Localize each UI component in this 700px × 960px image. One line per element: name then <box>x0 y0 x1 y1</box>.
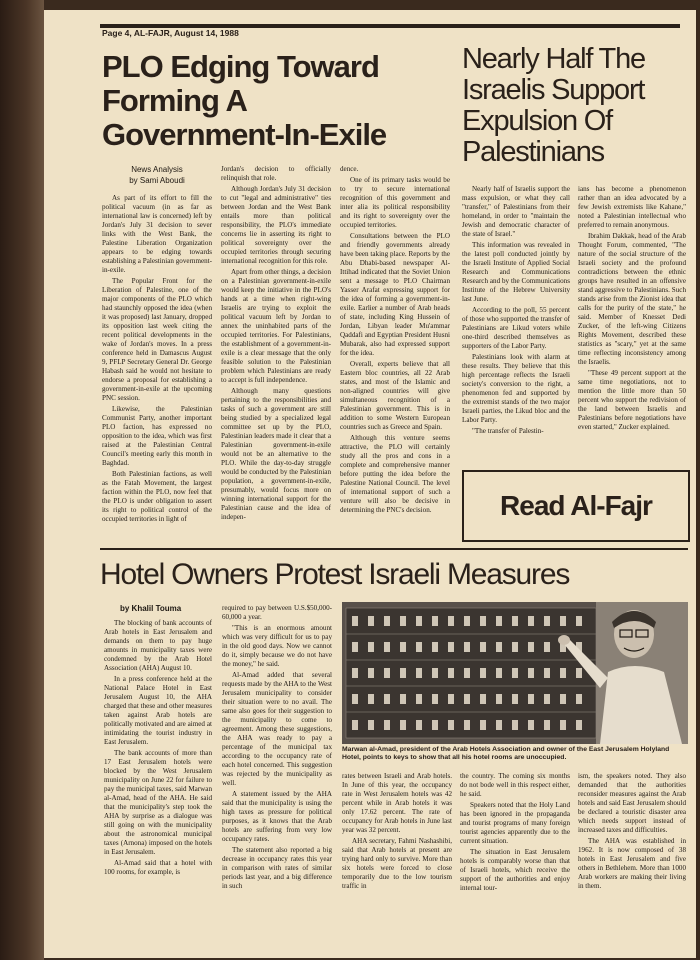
photo-caption: Marwan al-Amad, president of the Arab Hotels Association and owner of the East Jerusalem Holyland Hotel, points to keys to show that all his hotel rooms are unoccupied. <box>342 746 670 761</box>
paragraph: This information was revealed in the latest poll conducted jointly by the Israeli Institute of Applied Social Research and Communications Research and by the Communications Institute of the Hebrew University last June. <box>462 241 570 303</box>
hotel-column-3 <box>342 772 452 893</box>
hotel-column-2 <box>222 604 332 893</box>
plo-column-2 <box>221 165 331 524</box>
plo-column-1 <box>102 165 212 526</box>
paragraph: Jordan's decision to officially relinquish that role. <box>221 165 331 182</box>
paragraph: One of its primary tasks would be to try to secure international recognition of this government and inter alia its political responsibility and its right to sovereignty over the occupied territories. <box>340 176 450 229</box>
paragraph: The bank accounts of more than 17 East Jerusalem hotels were blocked by the West Jerusalem municipality on June 22 for failure to pay the municipal taxes, said Marwan al-Amad, head of the AHA. He said that the municipality's step took the AHA by surprise as a dialogue was still going on with the municipality about the astronomical municipal taxes (Arnona) imposed on the hotels in East Jerusalem. <box>104 749 212 856</box>
paragraph: required to pay between U.S.$50,000-60,000 a year. <box>222 604 332 621</box>
paragraph: Nearly half of Israelis support the mass expulsion, or what they call "transfer," of Palestinians from their homeland, in order to "maintain the Jewish and democratic character of the state of Israel." <box>462 185 570 238</box>
photo-illustration <box>342 602 688 744</box>
paragraph: Al-Amad added that several requests made by the AHA to the West Jerusalem municipality to consider their situation were to no avail. The same also goes for their suggestion to the municipality to come to agreement. Among these suggestions, the AHA was ready to pay a percentage of the municipal tax according to the occupancy rate of each hotel concerned. This suggestion was rejected by the municipality as well. <box>222 671 332 787</box>
paragraph: ism, the speakers noted. They also demanded that the authorities reconsider measures against the Arab hotels and said East Jerusalem should be declared a touristic disaster area which needs support instead of increased taxes and difficulties. <box>578 772 686 834</box>
hotel-byline: by Khalil Touma <box>120 604 182 613</box>
paragraph: Likewise, the Palestinian Communist Party, another important PLO faction, has expressed no opposition to the idea, which was first raised at the Palestinian Central Council's meeting early this month in Baghdad. <box>102 405 212 467</box>
poll-column-1 <box>462 185 570 438</box>
paragraph: The AHA was established in 1962. It is now composed of 38 hotels in East Jerusalem and five others in Bethlehem. More than 1000 Arab workers are making their living in them. <box>578 837 686 890</box>
paragraph: Although Jordan's July 31 decision to cut "legal and administrative" ties between Jordan and the West Bank entails more than political responsibility, the PLO's immediate concerns lie in asserting its right to political sovereignty over the occupied territories through securing international recognition for this role. <box>221 185 331 265</box>
paragraph: AHA secretary, Fahmi Nashashibi, said that Arab hotels at present are trying hard only to survive. More than six hotels were forced to close temporarily due to the low tourism traffic in <box>342 837 452 890</box>
hotel-keys-photo <box>342 602 688 744</box>
paragraph: In a press conference held at the National Palace Hotel in East Jerusalem August 10, the AHA charged that these and other measures taken against Arab hotels are politically motivated and are aimed at intimidating the tourist industry in East Jerusalem. <box>104 675 212 746</box>
plo-byline: by Sami Aboudi <box>129 176 185 185</box>
paragraph: Palestinians look with alarm at these results. They believe that this high percentage reflects the Israeli society's conversion to the right, a phenomenon fed and supported by the extremist stands of the two major Israeli parties, the Likud bloc and the Labor Party. <box>462 353 570 424</box>
paragraph: Both Palestinian factions, as well as the Fatah Movement, the largest faction within the PLO, now feel that the PLO is under obligation to assert its right to political control of the occupied territories in light of <box>102 470 212 523</box>
paragraph: The blocking of bank accounts of Arab hotels in East Jerusalem and demands on them to pay huge amounts in municipality taxes were condemned by the Arab Hotel Association (AHA) August 10. <box>104 619 212 672</box>
plo-headline: PLO Edging Toward Forming A Government-In-Exile <box>102 49 387 152</box>
poll-headline: Nearly Half The Israelis Support Expulsion Of Palestinians <box>462 43 645 168</box>
paragraph: A statement issued by the AHA said that the municipality is using the high taxes as pressure for political purposes, as it knows that the Arab hotels are suffering from very low occupancy rates. <box>222 790 332 843</box>
paragraph: ians has become a phenomenon rather than an idea advocated by a few Jewish extremists like Kahane," noted a Palestinian intellectual who preferred to remain anonymous. <box>578 185 686 229</box>
folio-line: Page 4, AL-FAJR, August 14, 1988 <box>102 28 239 38</box>
paragraph: "This is an enormous amount which was very difficult for us to pay in the old good days. Now we cannot do it, simply because we do not have the money," he said. <box>222 624 332 668</box>
hotel-column-5 <box>578 772 686 893</box>
paragraph: Although many questions pertaining to the responsibilities and tasks of such a government are still being studied by a specialized legal committee set up by the PLO, Palestinian leaders made it clear that a Palestinian government-in-exile would not be an alternative to the PLO. While the day-to-day struggle would be conducted by the Palestinian population, a government-in-exile, presumably, would focus more on winning international support for the Palestinian cause and the idea of indepen- <box>221 387 331 521</box>
plo-column-3 <box>340 165 450 517</box>
paragraph: The situation in East Jerusalem hotels is comparably worse than that of Israeli hotels, which receive the support of the authorities and enjoy internal tour- <box>460 848 570 892</box>
paragraph: "These 49 percent support at the same time negotiations, not to mention the little more than 50 percent who support the redivision of the land between Israelis and Palestinians before negotiations have even started," Zucker explained. <box>578 369 686 431</box>
paragraph: the country. The coming six months do not bode well in this respect either, he said. <box>460 772 570 798</box>
paragraph: Consultations between the PLO and friendly governments already have been taking place. Reports by the Abu Dhabi-based newspaper Al-Ittihad indicated that the Soviet Union sent a message to PLO Chairman Yasser Arafat expressing support for the idea of forming a government-in-exile. Earlier a number of Arab heads of state, including King Hussein of Jordan, Libyan leader Mu'ammar Qaddafi and Egyptian President Husni Mubarak, also had expressed support for the idea. <box>340 232 450 357</box>
paragraph: The Popular Front for the Liberation of Palestine, one of the major components of the PLO which had staunchly opposed the idea (when it was proposed) last January, dropped its opposition last week citing the recent political developments in the wake of Jordan's moves. In a press conference held in Damascus August 9, PFLP Secretary General Dr. George Habash said he would not hesitate to endorse a proposal for establishing a government-in-exile at the upcoming PNC session. <box>102 277 212 402</box>
paragraph: "The transfer of Palestin- <box>472 427 544 435</box>
paragraph: As part of its effort to fill the political vacuum (in as far as international law is concerned) left by Jordan's July 31 decision to sever links with the West Bank, the Palestine Liberation Organization appears to be edging towards establishing a Palestinian government-in-exile. <box>102 194 212 274</box>
paragraph: According to the poll, 55 percent of those who supported the transfer of Palestinians are Likud voters while one-third described themselves as supporters of the Labor Party. <box>462 306 570 350</box>
paragraph: Speakers noted that the Holy Land has been ignored in the propaganda and tourist programs of many foreign tourist agencies apparently due to the current situation. <box>460 801 570 845</box>
paragraph: Overall, experts believe that all Eastern bloc countries, all 22 Arab states, and most of the Islamic and non-aligned countries will give simultaneous recognition of a Palestinian government. This is in addition to some Western European countries such as Greece and Spain. <box>340 360 450 431</box>
paragraph: Ibrahim Dakkak, head of the Arab Thought Forum, commented, "The nature of the social structure of the Israeli society and the profound contradictions between the ethnic groups have resulted in an offensive stand aggressive to Palestinians. Such stands arise from the Zionist idea that calls for the purity of the state," he said. Member of Knesset Dedi Zucker, of the left-wing Citizens Rights Movement, described these statistics as "scary," yet at the same time reflecting inconsistency among the Israelis. <box>578 232 686 366</box>
section-divider <box>100 548 688 550</box>
paragraph: Al-Amad said that a hotel with 100 rooms, for example, is <box>104 859 212 876</box>
top-rule <box>100 24 680 28</box>
paragraph: rates between Israeli and Arab hotels. In June of this year, the occupancy rate in West Jerusalem hotels was 42 percent while in Arab hotels it was only 17.62 percent. The rate of occupancy for Arab hotels in June last year was 32 percent. <box>342 772 452 834</box>
plo-kicker: News Analysis <box>131 165 183 174</box>
hotel-column-4 <box>460 772 570 895</box>
poll-column-2 <box>578 185 686 434</box>
paragraph: dence. <box>340 165 359 173</box>
paragraph: Although this venture seems attractive, the PLO will certainly study all the pros and cons in a complete and comprehensive manner before putting the idea before the Palestine National Council. The level of international support of such a venture will also be decisive in determining the PNC's decision. <box>340 434 450 514</box>
read-al-fajr-ad <box>462 470 690 542</box>
paragraph: The statement also reported a big decrease in occupancy rates this year in comparison with rates of similar periods last year, and a big difference in such <box>222 846 332 890</box>
hotel-column-1 <box>104 604 212 879</box>
ad-text: Read Al-Fajr <box>500 490 652 521</box>
paragraph: Apart from other things, a decision on a Palestinian government-in-exile would keep the initiative in the PLO's hands at a time when right-wing Israelis are trying to exploit the political vacuum left by Jordan to annex the uninhabited parts of the occupied territories. For Palestinians, the establishment of a government-in-exile is a clear message that the only feasible solution to the Palestinian problem which Palestinians are ready to accept is full independence. <box>221 268 331 384</box>
hotel-headline: Hotel Owners Protest Israeli Measures <box>100 558 570 591</box>
